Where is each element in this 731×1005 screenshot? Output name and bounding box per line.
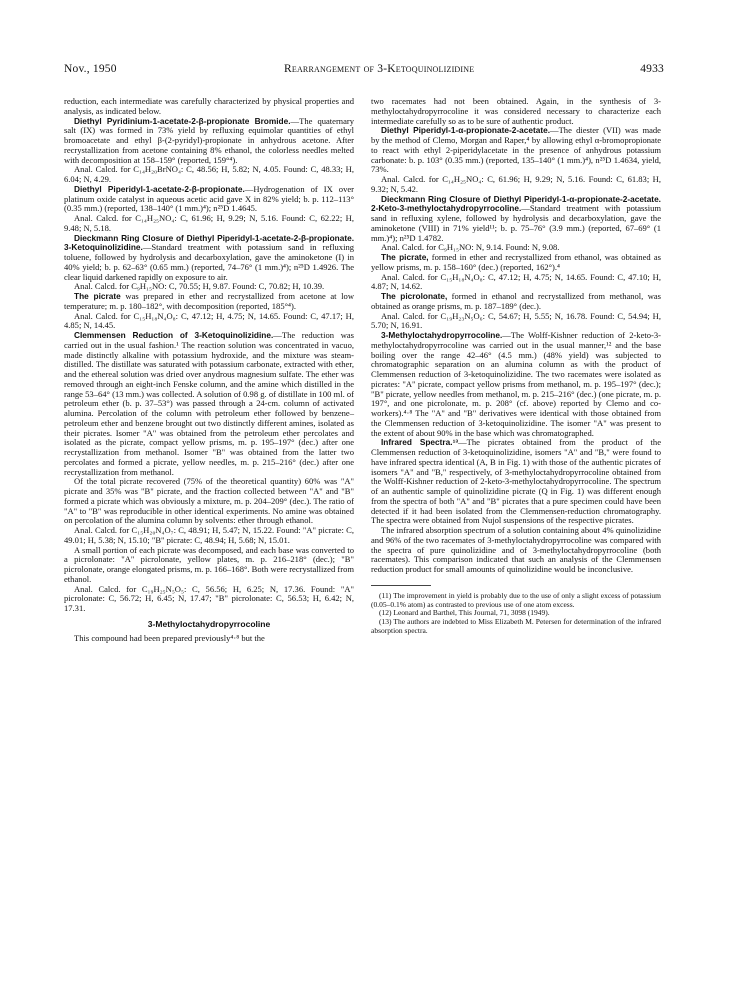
paragraph-heading: Dieckmann Ring Closure of Diethyl Piperidyl-1-α-propionate-2-acetate. 2-Keto-3-methyloctahydropyrrocoline.	[371, 193, 661, 214]
footnote-rule	[371, 585, 431, 586]
paragraph-text: Anal. Calcd. for C₁₅H₂₀N₄O₇: C, 48.91; H, 5.47; N, 15.22. Found: "A" picrate: C, 49.01; H, 5.38; N, 15.10; "B" picrate: C, 48.94; H, 5.68; N, 15.01.	[64, 525, 354, 545]
paragraph	[64, 477, 354, 526]
footnotes	[371, 592, 661, 636]
paragraph	[371, 126, 661, 175]
paragraph-heading: Clemmensen Reduction of 3-Ketoquinolizidine.	[74, 330, 274, 340]
paragraph-text: —The diester (VII) was made by the method of Clemo, Morgan and Raper,⁴ by allowing ethyl α-bromopropionate to react with ethyl 2-piperidylacetate in the presence of anhydrous potassium carbonate: b. p. 103° (0.35 mm.) (reported, 135–140° (1 mm.)⁴), n²⁵D 1.4634, yield, 73%.	[371, 125, 661, 175]
paragraph-text: was prepared in ether and recrystallized from acetone at low temperature; m. p. 180–182°, with decomposition (reported, 185°⁴).	[64, 291, 355, 311]
paragraph-text: Anal. Calcd. for C₁₉H₂₅N₅O₅: C, 56.56; H, 6.25; N, 17.36. Found: "A" picrolonate: C, 56.72; H, 6.45; N, 17.47; "B" picrolonate: C, 56.53; H, 6.42; N, 17.31.	[64, 583, 354, 613]
paragraph	[64, 546, 354, 585]
paragraph-text: —The reduction was carried out in the usual fashion.¹ The reaction solution was concentrated in vacuo, made distinctly alkaline with potassium hydroxide, and the mixture was steam-distilled. The distillate was saturated with potassium carbonate, extracted with ether, and the ethereal solution was dried over anydrous magnesium sulfate. The ether was removed through an eight-inch Fenske column, and the amine which distilled in the range 53–64° (13 mm.) was collected. A solution of 0.98 g. of distillate in 100 ml. of petroleum ether (b. p. 37–53°) was passed through a 24-cm. column of activated alumina. Percolation of the column with petroleum ether followed by benzene–petroleum ether and benzene brought out two distinctly different amines, isolated as their picrates. Isomer "A" was obtained from the petroleum ether percolates and isolated as the picrate, compact yellow prisms, m. p. 195–197° (dec.) after one recrystallization from methanol. Isomer "B" was obtained from the latter two percolates and formed a picrate, yellow needles, m. p. 215–216° (dec.) after one recrystallization from methanol.	[64, 330, 354, 477]
footnote: (12) Leonard and Barthel, This Journal, 71, 3098 (1949).	[379, 608, 550, 618]
paragraph	[64, 526, 354, 546]
paragraph-text: —The picrates obtained from the product of the Clemmensen reduction of 3-ketoquinolizidine, isomers "A" and "B," were found to have infrared spectra identical (A, B in Fig. 1) with those of the authentic picrates of isomers "A" and "B," respectively, of 3-methyloctahydropyrrocoline obtained from the Wolff-Kishner reduction of 2-keto-3-methyloctahydropyrrocoline. The spectrum of an authentic sample of quinolizidine picrate (Q in Fig. 1) was different enough from the spectra of both "A" and "B" picrates that a pure specimen could have been detected if it had been isolated from the Clemmensen-reduction chromatography. The spectra were obtained from Nujol suspensions of the respective picrates.	[371, 437, 661, 526]
paragraph-text: —Hydrogenation of IX over platinum oxide catalyst in aqueous acetic acid gave X in 82% yield; b. p. 112–113° (0.35 mm.) (reported, 138–140° (1 mm.)⁴); n²⁵D 1.4645.	[64, 183, 354, 214]
paragraph	[371, 312, 661, 332]
footnote: (13) The authors are indebted to Miss Elizabeth M. Petersen for determination of the infrared absorption spectra.	[371, 617, 661, 635]
paragraph-text: Anal. Calcd. for C₉H₁₅NO: N, 9.14. Found: N, 9.08.	[381, 242, 560, 253]
paragraph	[371, 273, 661, 293]
paragraph-heading: The picrate,	[381, 252, 429, 262]
paragraph	[371, 253, 661, 273]
paragraph	[371, 526, 661, 575]
paragraph	[371, 331, 661, 438]
paragraph-text: Of the total picrate recovered (75% of the theoretical quantity) 60% was "A" picrate and 35% was "B" picrate, and the fraction collected between "A" and "B" formed a picrate which was obviously a mixture, m. p. 204–209° (dec.). The ratio of "A" to "B" was reproducible in other identical experiments. No amine was obtained on percolation of the alumina column by solvents: ether through ethanol.	[64, 476, 354, 526]
right-column	[371, 97, 661, 636]
paragraph-text: formed in ethanol and recrystallized from methanol, was obtained as orange prisms, m. p. 187–189° (dec.).	[371, 291, 661, 311]
page-number: 4933	[640, 63, 664, 75]
paragraph-text: Anal. Calcd. for C₁₄H₂₀BrNO₄: C, 48.56; H, 5.82; N, 4.05. Found: C, 48.33; H, 6.04; N, 4.29.	[64, 164, 354, 184]
paragraph	[64, 234, 354, 283]
paragraph	[64, 634, 354, 644]
paragraph	[64, 585, 354, 614]
paragraph-heading: 3-Methyloctahydropyrrocoline.	[381, 330, 503, 340]
paragraph	[64, 214, 354, 234]
paragraph-text: —Standard treatment with potassium sand in refluxing toluene, followed by hydrolysis and decarboxylation, gave the aminoketone (I) in 40% yield; b. p. 62–63° (0.65 mm.) (reported, 74–76° (1 mm.)⁴); n²⁵D 1.4926. The clear liquid darkened rapidly on exposure to air.	[64, 242, 354, 282]
right-column-body	[371, 97, 661, 575]
paragraph-text: —The Wolff-Kishner reduction of 2-keto-3-methyloctahydropyrrocoline was carried out in the usual manner,¹² and the base boiling over the range 42–46° (4.5 mm.) (48% yield) was subjected to chromatographic separation on an alumina column as with the product of Clemmensen reduction of 3-ketoquinolizidine. The two racemates were isolated as picrates: "A" picrate, compact yellow prisms from methanol, m. p. 195–197° (dec.); "B" picrate, yellow needles from methanol, m. p. 215–216° (dec.) (one picrate, m. p. 197°, and one picrolonate, m. p. 208° (cf. above) reported by Clemo and co-workers).⁴·⁸ The "A" and "B" derivatives were identical with those obtained from the Clemmensen reduction of 3-ketoquinolizidine. The isomer "A" was present to the extent of about 90% in the base which was chromatographed.	[371, 330, 661, 438]
paragraph-text: Anal. Calcd. for C₁₅H₁₈N₄O₈: C, 47.12; H, 4.75; N, 14.65. Found: C, 47.10; H, 4.87; N, 14.62.	[371, 271, 661, 292]
paragraph-text: This compound had been prepared previously⁴·⁸ but the	[74, 632, 265, 643]
paragraph-text: The infrared absorption spectrum of a solution containing about 4% quinolizidine and 96% of the two racemates of 3-methyloctahydropyrrocoline was compared with the spectra of pure quinolizidine and of 3-methyloctahydropyrrocoline (both racemates). This comparison indicated that such an analysis of the Clemmensen reduction product for small amounts of quinolizidine would be inconclusive.	[371, 525, 661, 574]
paragraph-text: Anal. Calcd. for C₁₄H₂₅NO₄: C, 61.96; H, 9.29; N, 5.16. Found: C, 61.83; H, 9.32; N, 5.42.	[371, 174, 661, 194]
section-heading: 3-Methyloctahydropyrrocoline	[147, 618, 271, 629]
paragraph-text: A small portion of each picrate was decomposed, and each base was converted to a picrolonate: "A" picrolonate, yellow plates, m. p. 216–218° (dec.); "B" picrolonate, orange elongated prisms, m. p. 166–168°. Both were recrystallized from ethanol.	[64, 544, 354, 584]
paragraph	[371, 292, 661, 312]
paragraph-text: reduction, each intermediate was carefully characterized by physical properties and analysis, as indicated below.	[64, 96, 354, 116]
paragraph-text: —Standard treatment with potassium sand in refluxing xylene, followed by hydrolysis and decarboxylation, gave the aminoketone (VIII) in 71% yield¹¹; b. p. 75–76° (3.9 mm.) (reported, 67–69° (1 mm.)⁴); n²⁵D 1.4782.	[371, 203, 661, 243]
paragraph	[64, 97, 354, 117]
paragraph	[371, 175, 661, 195]
paragraph-text: two racemates had not been obtained. Again, in the synthesis of 3-methyloctahydropyrrocoline it was considered necessary to characterize each intermediate carefully so as to be sure of authentic product.	[371, 96, 661, 126]
paragraph-text: Anal. Calcd. for C₁₄H₂₅NO₄: C, 61.96; H, 9.29; N, 5.16. Found: C, 62.22; H, 9.48; N, 5.18.	[64, 213, 354, 233]
paragraph-heading: Diethyl Piperidyl-1-α-propionate-2-acetate.	[381, 125, 551, 136]
paragraph	[371, 195, 661, 244]
header-title: Rearrangement of 3-Ketoquinolizidine	[284, 63, 475, 75]
paragraph-text: formed in ether and recrystallized from ethanol, was obtained as yellow prisms, m. p. 158–160° (dec.) (reported, 162°).⁴	[371, 252, 661, 272]
paragraph-heading: Infrared Spectra.¹³	[381, 437, 459, 448]
paragraph	[64, 312, 354, 332]
paragraph-text: —The quaternary salt (IX) was formed in 73% yield by refluxing equimolar quantities of ethyl bromoacetate and ethyl β-(2-pyridyl)-propionate in anhydrous acetone. After recrystallization from acetone containing 8% ethanol, the colorless needles melted with decomposition at 158–159° (reported, 159°⁴).	[64, 115, 354, 165]
paragraph	[64, 331, 354, 477]
footnote: (11) The improvement in yield is probably due to the use of only a slight excess of potassium (0.05–0.1% atom) as contrasted to previous use of one atom excess.	[371, 590, 661, 609]
paragraph	[64, 292, 354, 312]
paragraph	[371, 97, 661, 126]
paragraph-heading: The picrate	[74, 291, 121, 301]
paragraph	[64, 165, 354, 185]
paragraph-text: Anal. Calcd. for C₁₉H₂₃N₅O₆: C, 54.67; H, 5.55; N, 16.78. Found: C, 54.94; H, 5.70; N, 16.91.	[371, 310, 661, 331]
paragraph	[64, 185, 354, 214]
paragraph-text: Anal. Calcd. for C₁₅H₁₈N₄O₈: C, 47.12; H, 4.75; N, 14.65. Found: C, 47.17; H, 4.85; N, 14.45.	[64, 310, 354, 331]
paragraph-heading: Diethyl Pyridinium-1-acetate-2-β-propionate Bromide.	[74, 115, 291, 126]
left-column	[64, 97, 354, 643]
paragraph-heading: Dieckmann Ring Closure of Diethyl Piperidyl-1-acetate-2-β-propionate. 3-Ketoquinolizidine.	[64, 232, 354, 253]
paragraph-heading: Diethyl Piperidyl-1-acetate-2-β-propionate.	[74, 183, 245, 194]
running-header	[64, 63, 664, 79]
paragraph-text: Anal. Calcd. for C₉H₁₅NO: C, 70.55; H, 9.87. Found: C, 70.82; H, 10.39.	[74, 281, 325, 292]
header-date: Nov., 1950	[64, 63, 117, 75]
paragraph	[64, 117, 354, 166]
paragraph	[371, 438, 661, 526]
paragraph-heading: The picrolonate,	[381, 291, 448, 301]
